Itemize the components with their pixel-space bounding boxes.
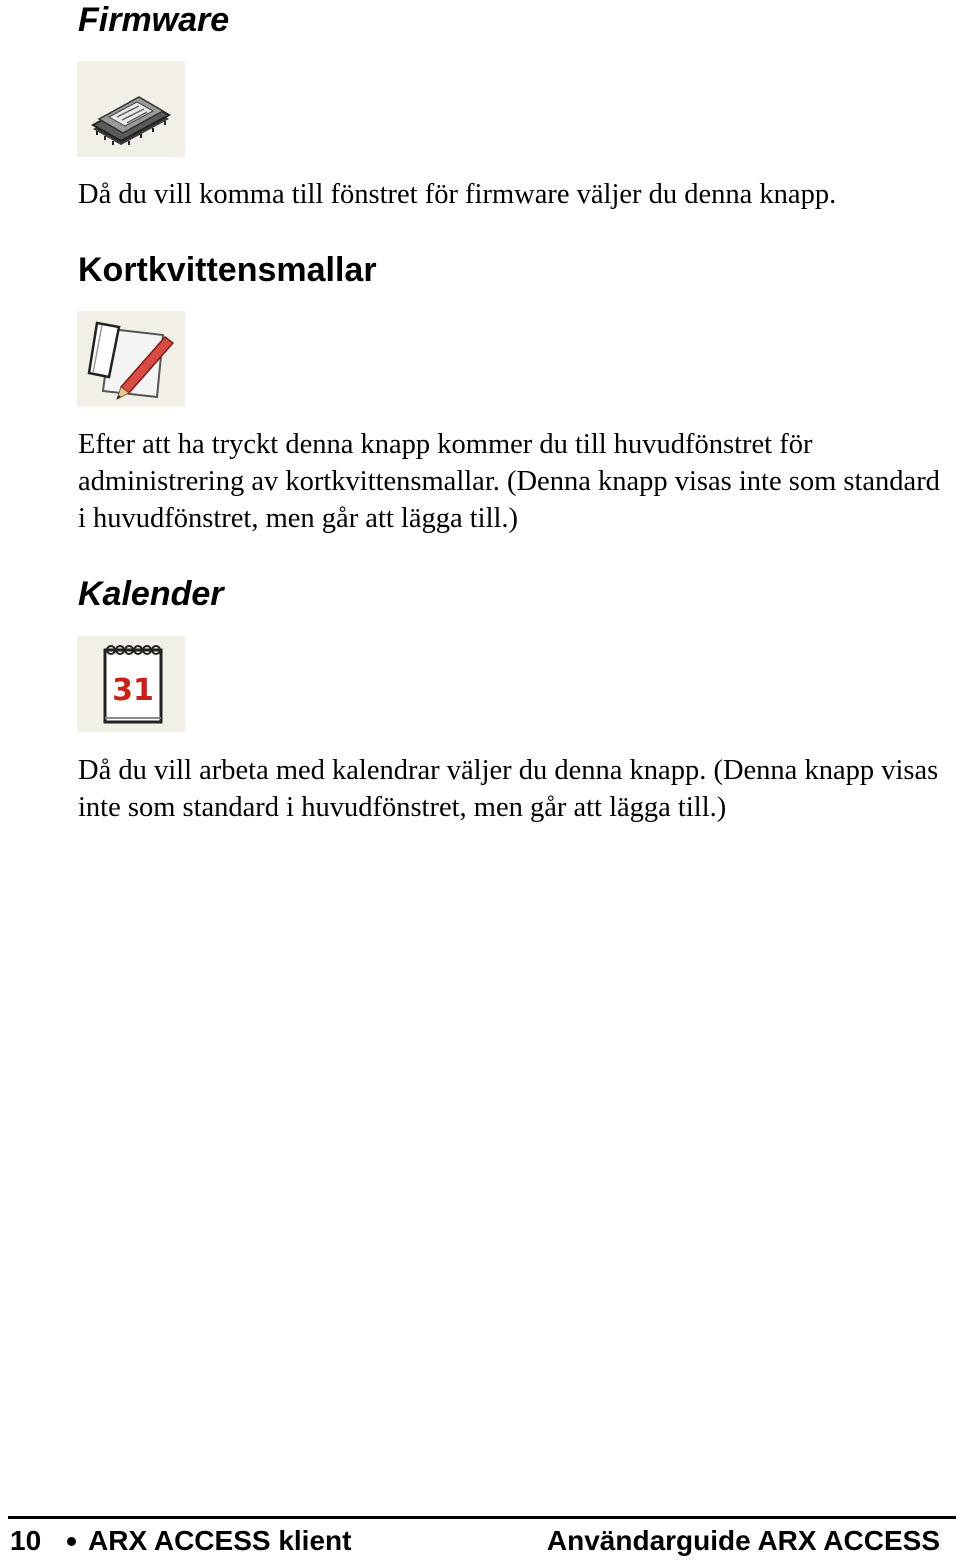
- footer-divider: [8, 1516, 956, 1519]
- kortkvittensmallar-button[interactable]: [77, 311, 185, 407]
- calendar-icon: [77, 636, 185, 732]
- calendar-day-number: 31: [112, 673, 154, 708]
- footer-right-title: Användarguide ARX ACCESS: [546, 1525, 940, 1556]
- section-heading-firmware: Firmware: [78, 1, 230, 39]
- bullet-separator: [67, 1537, 76, 1546]
- section-heading-kortkvittensmallar: Kortkvittensmallar: [78, 251, 377, 289]
- page-footer: [8, 1523, 940, 1559]
- footer-left-title: ARX ACCESS klient: [88, 1525, 352, 1556]
- section-text-kalender: Då du vill arbeta med kalendrar väljer du denna knapp. (Denna knapp visas inte som standard i huvudfönstret, men går att lägga till.): [78, 755, 939, 823]
- page-number: 10: [10, 1525, 42, 1556]
- kalender-button[interactable]: [77, 636, 185, 732]
- section-text-firmware: Då du vill komma till fönstret för firmware väljer du denna knapp.: [78, 179, 837, 210]
- section-heading-kalender: Kalender: [78, 575, 224, 613]
- section-text-kortkvittensmallar: Efter att ha tryckt denna knapp kommer du till huvudfönstret för administrering av kortkvittensmallar. (Denna knapp visas inte som standard i huvudfönstret, men går att lägga till.): [78, 429, 940, 534]
- document-pen-icon: [77, 311, 185, 407]
- chip-icon: [77, 61, 185, 157]
- firmware-button[interactable]: [77, 61, 185, 157]
